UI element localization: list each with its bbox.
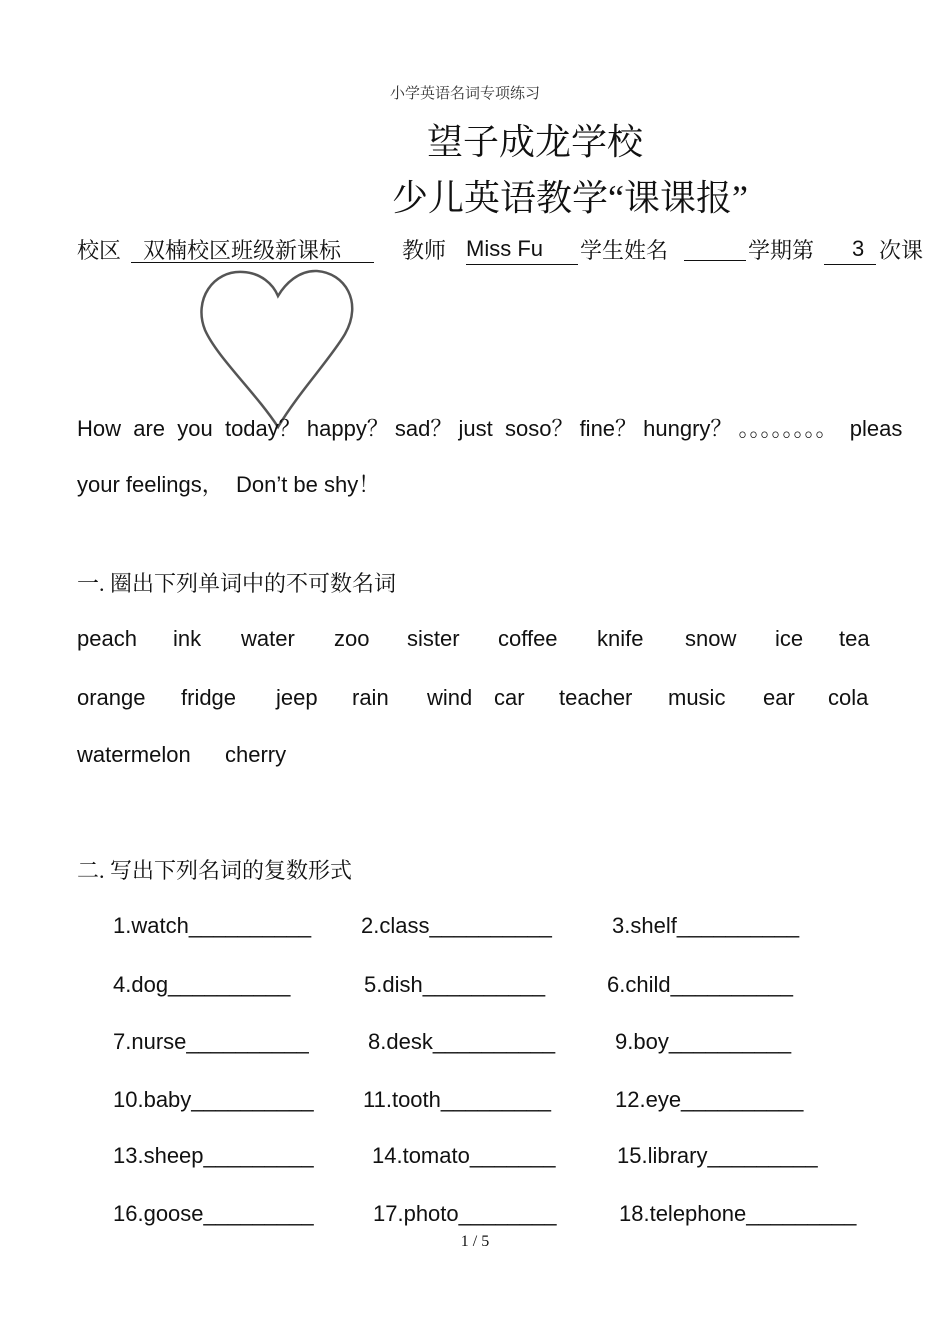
plural-item: 13.sheep_________	[113, 1143, 314, 1168]
plural-item: 2.class__________	[361, 913, 552, 938]
plural-item: 5.dish__________	[364, 972, 546, 997]
plural-item: 16.goose_________	[113, 1201, 314, 1226]
feelings-line-1: How are you today？ happy？ sad？ just soso？ fine？ hungry？ 。。。。。。。。 pleas	[77, 416, 903, 441]
section1-title: 一. 圈出下列单词中的不可数名词	[77, 571, 397, 596]
word: car	[494, 685, 525, 710]
plural-item: 15.library_________	[617, 1143, 818, 1168]
student-name-label: 学生姓名	[580, 238, 669, 263]
word: tea	[839, 626, 870, 651]
plural-item: 6.child__________	[607, 972, 793, 997]
word: peach	[77, 626, 137, 651]
section2-title: 二. 写出下列名词的复数形式	[77, 858, 353, 883]
lesson-number-field	[824, 236, 876, 265]
word: fridge	[181, 685, 237, 710]
word: coffee	[498, 626, 558, 651]
plural-item: 1.watch__________	[113, 913, 312, 938]
plural-item: 3.shelf__________	[612, 913, 800, 938]
word: watermelon	[77, 742, 191, 767]
school-title: 望子成龙学校	[426, 122, 643, 162]
plural-item: 7.nurse__________	[113, 1029, 309, 1054]
word: knife	[597, 626, 644, 651]
feelings-line-2: your feelings， Don’t be shy！	[77, 472, 381, 497]
word: ear	[763, 685, 795, 710]
plural-item: 12.eye__________	[615, 1087, 804, 1112]
word: snow	[685, 626, 737, 651]
word: wind	[427, 685, 473, 710]
term-label: 学期第	[748, 238, 815, 263]
plural-item: 11.tooth_________	[363, 1087, 551, 1112]
campus-label: 校区	[77, 238, 122, 263]
page-number: 1 / 5	[460, 1233, 490, 1250]
word: sister	[407, 626, 460, 651]
word: music	[668, 685, 726, 710]
student-name-blank	[684, 260, 746, 261]
page-header: 小学英语名词专项练习	[389, 86, 540, 102]
lesson-suffix: 次课	[879, 238, 924, 263]
word: ink	[173, 626, 202, 651]
report-title: 少儿英语教学“课课报”	[392, 178, 748, 218]
teacher-value: Miss Fu	[466, 236, 543, 261]
plural-item: 18.telephone_________	[619, 1201, 857, 1226]
plural-item: 10.baby__________	[113, 1087, 314, 1112]
heart-drawing	[195, 262, 365, 432]
word: jeep	[276, 685, 318, 710]
teacher-field	[466, 236, 578, 265]
campus-field	[131, 234, 374, 263]
plural-item: 4.dog__________	[113, 972, 291, 997]
plural-item: 17.photo________	[373, 1201, 557, 1226]
word: teacher	[559, 685, 633, 710]
word: rain	[352, 685, 389, 710]
plural-item: 9.boy__________	[615, 1029, 792, 1054]
word: cherry	[225, 742, 287, 767]
word: ice	[775, 626, 804, 651]
word: cola	[828, 685, 869, 710]
word: water	[241, 626, 295, 651]
lesson-number: 3	[852, 236, 865, 261]
teacher-label: 教师	[402, 238, 447, 263]
plural-item: 14.tomato_______	[372, 1143, 556, 1168]
word: orange	[77, 685, 146, 710]
campus-value: 双楠校区班级新课标	[143, 238, 342, 263]
word: zoo	[334, 626, 370, 651]
plural-item: 8.desk__________	[368, 1029, 556, 1054]
